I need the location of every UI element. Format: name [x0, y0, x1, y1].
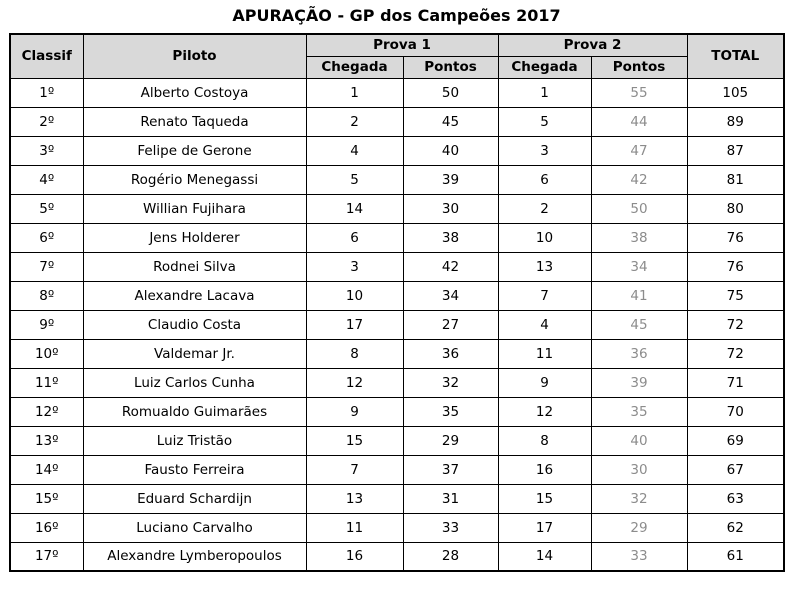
page-title: APURAÇÃO - GP dos Campeões 2017: [232, 6, 561, 25]
classif-cell: 15º: [10, 484, 83, 513]
p2-chegada-cell: 15: [498, 484, 591, 513]
p2-chegada-cell: 5: [498, 107, 591, 136]
table-row: [10, 194, 784, 223]
total-cell: 63: [687, 484, 784, 513]
pilot-cell: Alexandre Lacava: [83, 281, 306, 310]
pilot-cell: Felipe de Gerone: [83, 136, 306, 165]
pilot-cell: Luciano Carvalho: [83, 513, 306, 542]
header-piloto: Piloto: [83, 34, 306, 78]
total-cell: 76: [687, 252, 784, 281]
total-cell: 61: [687, 542, 784, 571]
p1-pontos-cell: 32: [403, 368, 498, 397]
p1-pontos-cell: 34: [403, 281, 498, 310]
p1-pontos-cell: 30: [403, 194, 498, 223]
table-row: [10, 339, 784, 368]
p1-pontos-cell: 45: [403, 107, 498, 136]
total-cell: 67: [687, 455, 784, 484]
p1-pontos-cell: 50: [403, 78, 498, 107]
total-cell: 89: [687, 107, 784, 136]
p1-chegada-cell: 13: [306, 484, 403, 513]
table-row: [10, 368, 784, 397]
classif-cell: 6º: [10, 223, 83, 252]
table-row: [10, 397, 784, 426]
header-pontos-p2: Pontos: [591, 56, 687, 78]
table-row: [10, 542, 784, 571]
pilot-cell: Rodnei Silva: [83, 252, 306, 281]
p2-pontos-cell: 29: [591, 513, 687, 542]
p1-chegada-cell: 7: [306, 455, 403, 484]
p1-pontos-cell: 40: [403, 136, 498, 165]
pilot-cell: Willian Fujihara: [83, 194, 306, 223]
p1-chegada-cell: 16: [306, 542, 403, 571]
total-cell: 75: [687, 281, 784, 310]
table-row: [10, 484, 784, 513]
p2-pontos-cell: 44: [591, 107, 687, 136]
classif-cell: 17º: [10, 542, 83, 571]
p2-pontos-cell: 55: [591, 78, 687, 107]
p1-pontos-cell: 29: [403, 426, 498, 455]
header-prova1: Prova 1: [306, 34, 498, 56]
header-total: TOTAL: [687, 34, 784, 78]
table-row: [10, 513, 784, 542]
p2-pontos-cell: 30: [591, 455, 687, 484]
pilot-cell: Renato Taqueda: [83, 107, 306, 136]
total-cell: 69: [687, 426, 784, 455]
p2-chegada-cell: 14: [498, 542, 591, 571]
total-cell: 72: [687, 339, 784, 368]
header-pontos-p1: Pontos: [403, 56, 498, 78]
classif-cell: 2º: [10, 107, 83, 136]
p1-chegada-cell: 2: [306, 107, 403, 136]
p1-pontos-cell: 31: [403, 484, 498, 513]
p1-chegada-cell: 3: [306, 252, 403, 281]
p2-pontos-cell: 33: [591, 542, 687, 571]
classif-cell: 3º: [10, 136, 83, 165]
pilot-cell: Alberto Costoya: [83, 78, 306, 107]
p1-chegada-cell: 1: [306, 78, 403, 107]
results-body: [10, 78, 784, 571]
p2-pontos-cell: 45: [591, 310, 687, 339]
p2-pontos-cell: 41: [591, 281, 687, 310]
p2-pontos-cell: 38: [591, 223, 687, 252]
p1-pontos-cell: 42: [403, 252, 498, 281]
p1-pontos-cell: 36: [403, 339, 498, 368]
classif-cell: 1º: [10, 78, 83, 107]
total-cell: 76: [687, 223, 784, 252]
p2-pontos-cell: 34: [591, 252, 687, 281]
p2-pontos-cell: 50: [591, 194, 687, 223]
classif-cell: 10º: [10, 339, 83, 368]
classif-cell: 11º: [10, 368, 83, 397]
p1-pontos-cell: 27: [403, 310, 498, 339]
p1-chegada-cell: 9: [306, 397, 403, 426]
table-row: [10, 78, 784, 107]
pilot-cell: Alexandre Lymberopoulos: [83, 542, 306, 571]
p1-pontos-cell: 37: [403, 455, 498, 484]
p2-chegada-cell: 12: [498, 397, 591, 426]
p1-pontos-cell: 28: [403, 542, 498, 571]
p2-chegada-cell: 11: [498, 339, 591, 368]
header-prova2: Prova 2: [498, 34, 687, 56]
table-row: [10, 165, 784, 194]
p1-chegada-cell: 5: [306, 165, 403, 194]
table-row: [10, 426, 784, 455]
total-cell: 105: [687, 78, 784, 107]
p1-chegada-cell: 15: [306, 426, 403, 455]
p2-chegada-cell: 17: [498, 513, 591, 542]
p1-pontos-cell: 35: [403, 397, 498, 426]
total-cell: 72: [687, 310, 784, 339]
table-row: [10, 107, 784, 136]
p1-chegada-cell: 12: [306, 368, 403, 397]
table-row: [10, 223, 784, 252]
pilot-cell: Luiz Carlos Cunha: [83, 368, 306, 397]
classif-cell: 12º: [10, 397, 83, 426]
pilot-cell: Jens Holderer: [83, 223, 306, 252]
p2-pontos-cell: 36: [591, 339, 687, 368]
results-header: [10, 34, 784, 78]
table-row: [10, 310, 784, 339]
p2-chegada-cell: 8: [498, 426, 591, 455]
table-row: [10, 281, 784, 310]
total-cell: 62: [687, 513, 784, 542]
total-cell: 87: [687, 136, 784, 165]
p1-chegada-cell: 6: [306, 223, 403, 252]
p2-pontos-cell: 40: [591, 426, 687, 455]
p1-pontos-cell: 39: [403, 165, 498, 194]
p1-pontos-cell: 38: [403, 223, 498, 252]
p2-chegada-cell: 9: [498, 368, 591, 397]
table-row: [10, 136, 784, 165]
classif-cell: 13º: [10, 426, 83, 455]
p1-chegada-cell: 10: [306, 281, 403, 310]
total-cell: 71: [687, 368, 784, 397]
p2-chegada-cell: 6: [498, 165, 591, 194]
p2-chegada-cell: 13: [498, 252, 591, 281]
pilot-cell: Rogério Menegassi: [83, 165, 306, 194]
header-classif: Classif: [10, 34, 83, 78]
p2-pontos-cell: 39: [591, 368, 687, 397]
pilot-cell: Eduard Schardijn: [83, 484, 306, 513]
classif-cell: 5º: [10, 194, 83, 223]
p2-chegada-cell: 16: [498, 455, 591, 484]
p2-pontos-cell: 32: [591, 484, 687, 513]
p1-chegada-cell: 17: [306, 310, 403, 339]
p2-chegada-cell: 10: [498, 223, 591, 252]
p2-chegada-cell: 3: [498, 136, 591, 165]
p2-chegada-cell: 4: [498, 310, 591, 339]
classif-cell: 14º: [10, 455, 83, 484]
header-row-top: [10, 34, 784, 56]
classif-cell: 4º: [10, 165, 83, 194]
classif-cell: 7º: [10, 252, 83, 281]
p1-chegada-cell: 4: [306, 136, 403, 165]
pilot-cell: Luiz Tristão: [83, 426, 306, 455]
results-table: [9, 33, 785, 572]
p2-pontos-cell: 47: [591, 136, 687, 165]
header-chegada-p1: Chegada: [306, 56, 403, 78]
p1-chegada-cell: 11: [306, 513, 403, 542]
p2-chegada-cell: 1: [498, 78, 591, 107]
table-row: [10, 455, 784, 484]
p1-chegada-cell: 14: [306, 194, 403, 223]
p2-pontos-cell: 35: [591, 397, 687, 426]
header-chegada-p2: Chegada: [498, 56, 591, 78]
p1-pontos-cell: 33: [403, 513, 498, 542]
classif-cell: 9º: [10, 310, 83, 339]
pilot-cell: Valdemar Jr.: [83, 339, 306, 368]
p1-chegada-cell: 8: [306, 339, 403, 368]
pilot-cell: Romualdo Guimarães: [83, 397, 306, 426]
p2-pontos-cell: 42: [591, 165, 687, 194]
total-cell: 70: [687, 397, 784, 426]
table-row: [10, 252, 784, 281]
pilot-cell: Fausto Ferreira: [83, 455, 306, 484]
total-cell: 80: [687, 194, 784, 223]
p2-chegada-cell: 2: [498, 194, 591, 223]
p2-chegada-cell: 7: [498, 281, 591, 310]
pilot-cell: Claudio Costa: [83, 310, 306, 339]
classif-cell: 16º: [10, 513, 83, 542]
total-cell: 81: [687, 165, 784, 194]
classif-cell: 8º: [10, 281, 83, 310]
